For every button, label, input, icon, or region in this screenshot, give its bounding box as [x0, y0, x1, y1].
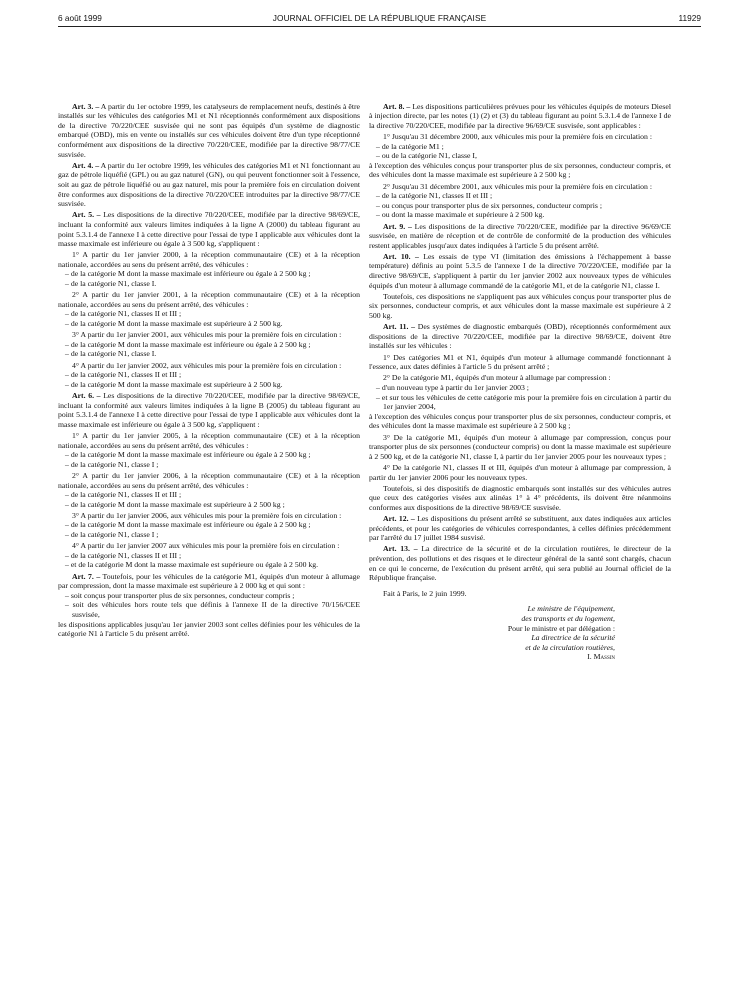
list-subitem: – ou conçus pour transporter plus de six personnes, conducteur compris ;: [376, 200, 602, 210]
article-text: Toutefois, pour les véhicules de la catégorie M1, équipés d'un moteur à allumage par compression, dont la masse maximale est supérieure à 2 000 kg et qui sont :: [58, 571, 360, 591]
list-subitem: – de la catégorie M dont la masse maximale est supérieure à 2 500 kg ;: [65, 499, 285, 509]
article-text: Les dispositions de la directive 70/220/CEE, modifiée par la directive 96/69/CE susvisée, en matière de réception et de contrôle de conformité de la production des véhicules restent applicables jusqu'aux dates indiquées à l'article 5 du présent arrêté.: [369, 221, 671, 250]
article-text: Les dispositions de la directive 70/220/CEE, modifiée par la directive 98/69/CE, incluant la conformité aux valeurs limites indiquées à la ligne A (2000) du tableau figurant au point 5.3.1.4 de l'annexe I à cette directive pour l'essai de type I applicable aux véhicules dont la masse maximale est inférieure ou égale à 3 500 kg, s'appliquent :: [58, 210, 360, 249]
article-8: [369, 102, 671, 131]
signature-line: La directrice de la sécurité: [531, 633, 615, 643]
list-subitem: – soit conçus pour transporter plus de six personnes, conducteur compris ;: [65, 590, 295, 600]
article-7: [58, 572, 360, 591]
signature-line: Pour le ministre et par délégation :: [507, 623, 615, 633]
header-title: JOURNAL OFFICIEL DE LA RÉPUBLIQUE FRANÇAISE: [272, 13, 487, 23]
article-number: Art. 12. –: [383, 514, 415, 524]
article-number: Art. 5. –: [72, 210, 101, 220]
paragraph-continuation: à l'exception des véhicules conçus pour transporter plus de six personnes, conducteur compris, et des véhicules dont la masse maximale est supérieure à 2 500 kg ;: [369, 411, 671, 431]
signature-place-date: Fait à Paris, le 2 juin 1999.: [383, 588, 467, 598]
list-subitem: – de la catégorie M dont la masse maximale est inférieure ou égale à 2 500 kg ;: [65, 269, 311, 279]
list-subitem: – de la catégorie N1, classes II et III ;: [376, 191, 493, 201]
article-5: [58, 210, 360, 248]
article-text: Les essais de type VI (limitation des émissions à l'échappement à basse température) définis au point 5.3.5 de l'annexe I de la directive 70/220/CEE, modifiée par la directive 98/69/CE, s'appliquent à partir du 1er janvier 2002 aux nouveaux types de véhicules équipés d'un moteur à allumage commandé de la catégorie M1, et de la catégorie N1, classe I.: [369, 251, 671, 290]
list-item: 1° A partir du 1er janvier 2005, à la réception communautaire (CE) et à la réception nationale, accordées au sens du présent arrêté, des véhicules :: [58, 430, 360, 450]
list-item: 2° A partir du 1er janvier 2001, à la réception communautaire (CE) et à la réception nationale, accordées au sens du présent arrêté, des véhicules :: [58, 290, 360, 309]
list-subitem: – de la catégorie N1, classes II et III ;: [65, 370, 182, 380]
list-item: 2° A partir du 1er janvier 2006, à la réception communautaire (CE) et à la réception nationale, accordées au sens du présent arrêté, des véhicules :: [58, 470, 360, 490]
article-number: Art. 10. –: [383, 251, 419, 261]
article-12: [369, 514, 671, 543]
left-column: [58, 100, 360, 639]
article-text: A partir du 1er octobre 1999, les véhicules des catégories M1 et N1 fonctionnant au gaz de pétrole liquéfié (GPL) ou au gaz naturel (GN), ou qui peuvent fonctionner soit à l'essence, soit au gaz de pétrole liquéfié ou au gaz naturel, mis pour la première fois en circulation doivent être conformes aux dispositions de la directive 70/220/CEE introduites par la directive 98/77/CE susvisée.: [58, 160, 360, 209]
right-column: [369, 100, 671, 662]
signature-line: des transports et du logement,: [521, 614, 615, 623]
list-subitem: – de la catégorie M1 ;: [376, 141, 444, 151]
list-item: 2° Jusqu'au 31 décembre 2001, aux véhicules mis pour la première fois en circulation :: [383, 181, 652, 191]
list-subitem: – de la catégorie N1, classes II et III ;: [65, 550, 182, 560]
article-number: Art. 9. –: [383, 221, 412, 231]
article-text: Les dispositions du présent arrêté se substituent, aux dates indiquées aux articles précédents, et pour les catégories de véhicules correspondantes, à celles définies précédemment par l'arrêté du 17 juillet 1984 susvisé.: [369, 514, 671, 543]
paragraph-continuation: à l'exception des véhicules conçus pour transporter plus de six personnes, conducteur compris, et des véhicules dont la masse maximale est supérieure à 2 500 kg ;: [369, 160, 671, 180]
paragraph: Toutefois, ces dispositions ne s'appliquent pas aux véhicules conçus pour transporter plus de six personnes, conducteur compris, et aux véhicules dont la masse maximale est supérieure à 2 500 kg.: [369, 291, 671, 321]
article-13: [369, 544, 671, 582]
article-text: La directrice de la sécurité et de la circulation routières, le directeur de la prévention, des pollutions et des risques et le directeur général de la santé sont chargés, chacun en ce qui le concerne, de l'exécution du présent arrêté, qui sera publié au Journal officiel de la République française.: [369, 544, 671, 583]
article-6: [58, 391, 360, 429]
article-4: [58, 161, 360, 209]
list-item: 4° A partir du 1er janvier 2002, aux véhicules mis pour la première fois en circulation :: [72, 360, 342, 370]
paragraph: Toutefois, si des dispositifs de diagnostic embarqués sont installés sur des véhicules autres que ceux des catégories visées aux alinéas 1° à 4° précédents, ils doivent être néanmoins conformes aux dispositions de la directive 98/69/CE susvisée.: [369, 483, 671, 512]
article-number: Art. 4. –: [72, 160, 100, 170]
article-number: Art. 7. –: [72, 571, 101, 581]
article-10: [369, 252, 671, 290]
list-subitem: – de la catégorie M dont la masse maximale est inférieure ou égale à 2 500 kg ;: [65, 450, 311, 460]
list-subitem: – ou de la catégorie N1, classe I,: [376, 151, 477, 161]
article-number: Art. 13. –: [383, 544, 418, 554]
list-item: 1° A partir du 1er janvier 2000, à la réception communautaire (CE) et à la réception nationale, accordées au sens du présent arrêté, des véhicules :: [58, 250, 360, 269]
list-item: 2° De la catégorie M1, équipés d'un moteur à allumage par compression :: [383, 373, 611, 383]
signature-block: [369, 604, 671, 662]
header-date: 6 août 1999: [58, 13, 102, 23]
list-subitem: – de la catégorie M dont la masse maximale est inférieure ou égale à 2 500 kg ;: [65, 339, 311, 349]
list-item: 3° De la catégorie M1, équipés d'un moteur à allumage par compression, conçus pour transporter plus de six personnes (conducteur compris) ou dont la masse maximale est supérieure à 2 500 kg, et de la catégorie N1, classe I, à partir du 1er janvier 2005 pour les nouveaux types ;: [369, 432, 671, 461]
article-11: [369, 322, 671, 351]
article-number: Art. 11. –: [383, 322, 416, 332]
list-subitem: – et de la catégorie M dont la masse maximale est supérieure ou égale à 2 500 kg.: [65, 560, 319, 570]
list-subitem: – de la catégorie N1, classe I.: [65, 279, 157, 289]
list-subitem: – de la catégorie N1, classe I.: [65, 349, 157, 359]
signatory-name: I. Massin: [587, 652, 615, 662]
list-item: 1° Jusqu'au 31 décembre 2000, aux véhicules mis pour la première fois en circulation :: [383, 131, 652, 141]
header-page-number: 11929: [678, 13, 701, 23]
article-3: [58, 102, 360, 160]
signature-line: et de la circulation routières,: [525, 642, 615, 652]
list-subitem: – et sur tous les véhicules de cette catégorie mis pour la première fois en circulation à partir du 1er janvier 2004,: [376, 392, 671, 412]
list-subitem: – de la catégorie N1, classe I ;: [65, 459, 159, 469]
list-subitem: – de la catégorie M dont la masse maximale est supérieure à 2 500 kg.: [65, 319, 283, 329]
article-number: Art. 3. –: [72, 101, 100, 111]
article-9: [369, 222, 671, 251]
list-item: 4° A partir du 1er janvier 2007 aux véhicules mis pour la première fois en circulation :: [72, 541, 340, 551]
list-subitem: – de la catégorie M dont la masse maximale est inférieure ou égale à 2 500 kg ;: [65, 520, 311, 530]
list-item: 3° A partir du 1er janvier 2001, aux véhicules mis pour la première fois en circulation :: [72, 330, 342, 340]
page-header: [58, 13, 701, 27]
header-rule: [58, 26, 701, 27]
article-number: Art. 8. –: [383, 101, 411, 111]
list-subitem: – ou dont la masse maximale et supérieure à 2 500 kg.: [376, 210, 545, 220]
article-text: Des systèmes de diagnostic embarqués (OBD), réceptionnés conformément aux dispositions de la directive 70/220/CEE, modifiée par la directive 98/69/CE, doivent être installés sur les véhicules :: [369, 322, 671, 351]
list-item: 4° De la catégorie N1, classes II et III, équipés d'un moteur à allumage par compression, à partir du 1er janvier 2006 pour les nouveaux types.: [369, 462, 671, 482]
article-text: Les dispositions de la directive 70/220/CEE, modifiée par la directive 98/69/CE, incluant la conformité aux valeurs limites indiquées à la ligne B (2005) du tableau figurant au point 5.3.1.4 de l'annexe I à cette directive pour l'essai de type I applicable aux véhicules dont la masse maximale est inférieure ou égale à 3 500 kg, s'appliquent :: [58, 390, 360, 429]
paragraph-continuation: les dispositions applicables jusqu'au 1er janvier 2003 sont celles définies pour les véhicules de la catégorie N1 à l'article 5 du présent arrêté.: [58, 619, 360, 639]
article-text: A partir du 1er octobre 1999, les catalyseurs de remplacement neufs, destinés à être installés sur les véhicules des catégories M1 et N1 réceptionnés conformément aux dispositions de la directive 70/220/CEE susvisée qui ne sont pas équipés d'un système de diagnostic embarqué (OBD), mis en vente ou installés sur ces véhicules doivent être d'un type réceptionné conformément aux dispositions de la directive 70/220/CEE, modifiée par la directive 98/77/CE susvisée.: [58, 101, 360, 159]
list-subitem: – de la catégorie N1, classe I ;: [65, 530, 159, 540]
list-item: 3° A partir du 1er janvier 2006, aux véhicules mis pour la première fois en circulation :: [72, 510, 342, 520]
list-subitem: – de la catégorie M dont la masse maximale est supérieure à 2 500 kg.: [65, 379, 283, 389]
list-subitem: – de la catégorie N1, classes II et III ;: [65, 309, 182, 319]
list-subitem: – soit des véhicules hors route tels que définis à l'annexe II de la directive 70/156/CEE susvisée,: [65, 600, 360, 619]
list-subitem: – d'un nouveau type à partir du 1er janvier 2003 ;: [376, 382, 529, 392]
article-number: Art. 6. –: [72, 390, 101, 400]
list-subitem: – de la catégorie N1, classes II et III ;: [65, 490, 182, 500]
list-item: 1° Des catégories M1 et N1, équipés d'un moteur à allumage commandé fonctionnant à l'essence, aux dates définies à l'article 5 du présent arrêté ;: [369, 352, 671, 372]
signature-line: Le ministre de l'équipement,: [527, 604, 615, 614]
article-text: Les dispositions particulières prévues pour les véhicules équipés de moteurs Diesel à injection directe, par les notes (1) (2) et (3) du tableau figurant au point 5.3.1.4 de l'annexe I de la directive 70/220/CEE, modifiée par la directive 96/69/CE susvisée, sont applicables :: [369, 101, 671, 130]
